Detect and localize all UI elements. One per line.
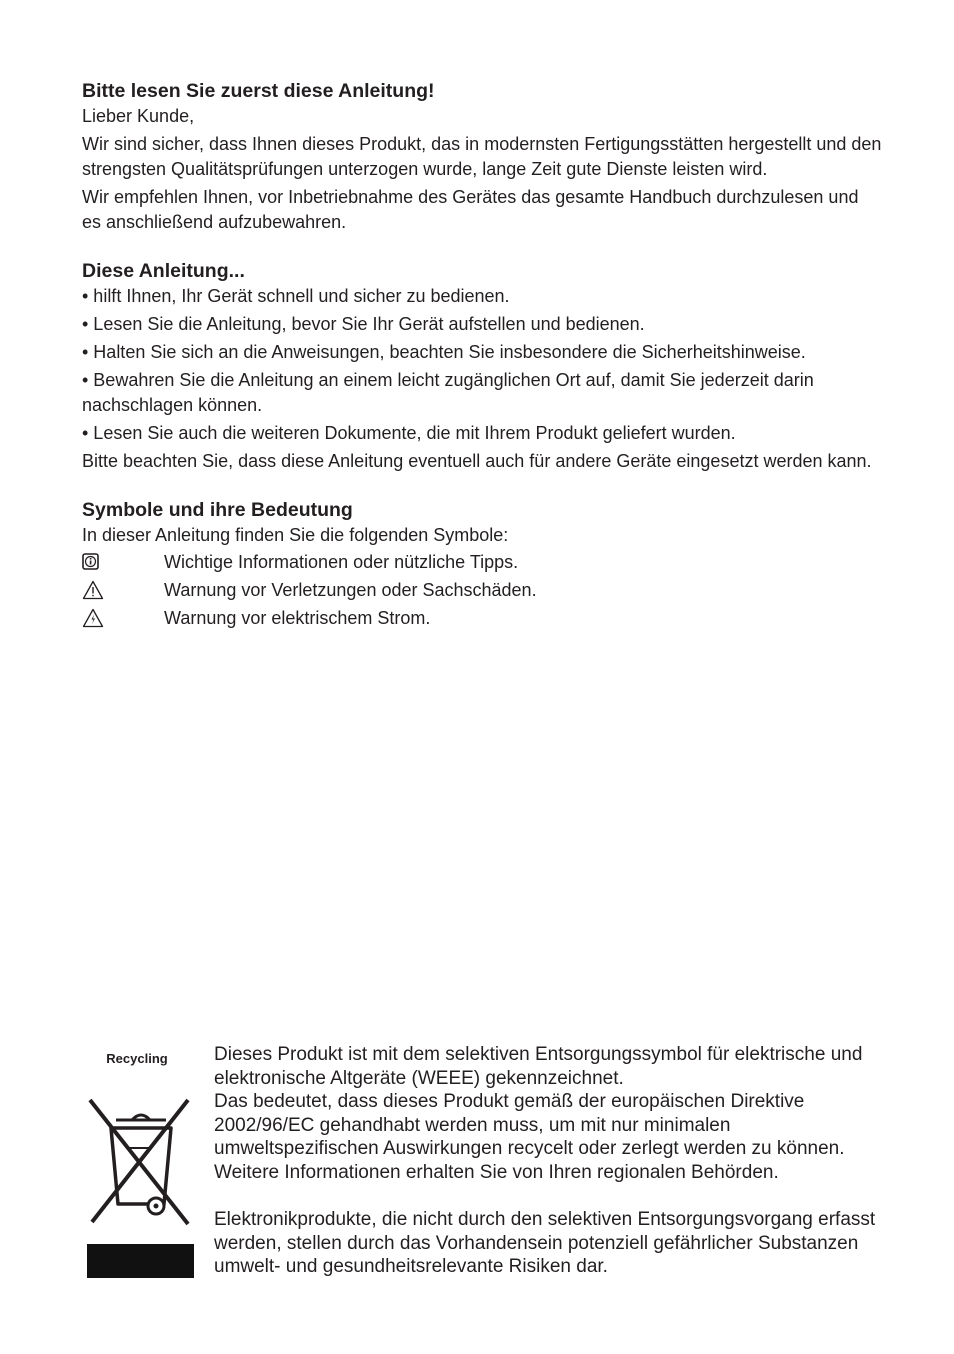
intro-section bbox=[82, 78, 882, 235]
recycling-paragraph: Elektronikprodukte, die nicht durch den selektiven Entsorgungsvorgang erfasst werden, stellen durch das Vorhandensein potenziell gefährlicher Substanzen umwelt- und gesundheitsrelevante Risiken dar. bbox=[214, 1209, 876, 1277]
page-content bbox=[82, 78, 882, 655]
manual-note: Bitte beachten Sie, dass diese Anleitung eventuell auch für andere Geräte eingesetzt werden kann. bbox=[82, 451, 872, 471]
crossed-out-wheelie-bin-icon bbox=[86, 1096, 196, 1228]
symbol-row-warning bbox=[82, 576, 882, 604]
manual-bullet: • Halten Sie sich an die Anweisungen, beachten Sie insbesondere die Sicherheitshinweise. bbox=[82, 342, 806, 362]
intro-paragraph: Wir empfehlen Ihnen, vor Inbetriebnahme des Gerätes das gesamte Handbuch durchzulesen und es anschließend aufzubewahren. bbox=[82, 187, 859, 232]
electric-warning-icon bbox=[82, 608, 164, 628]
info-icon bbox=[82, 553, 164, 571]
symbols-intro: In dieser Anleitung finden Sie die folgenden Symbole: bbox=[82, 525, 509, 545]
recycling-label: Recycling bbox=[106, 1051, 168, 1066]
symbol-warning-text: Warnung vor Verletzungen oder Sachschäden. bbox=[164, 579, 537, 600]
symbols-section bbox=[82, 497, 882, 632]
manual-heading: Diese Anleitung... bbox=[82, 260, 245, 282]
manual-bullet: • Lesen Sie die Anleitung, bevor Sie Ihr Gerät aufstellen und bedienen. bbox=[82, 314, 645, 334]
recycling-symbol-column bbox=[82, 1042, 202, 1066]
symbol-row-info bbox=[82, 548, 882, 576]
symbols-heading: Symbole und ihre Bedeutung bbox=[82, 499, 353, 521]
symbol-electric-text: Warnung vor elektrischem Strom. bbox=[164, 607, 431, 628]
manual-bullet: • hilft Ihnen, Ihr Gerät schnell und sicher zu bedienen. bbox=[82, 286, 510, 306]
manual-bullet: • Lesen Sie auch die weiteren Dokumente, die mit Ihrem Produkt geliefert wurden. bbox=[82, 423, 736, 443]
weee-black-bar bbox=[87, 1244, 194, 1278]
symbol-info-text: Wichtige Informationen oder nützliche Tipps. bbox=[164, 551, 519, 572]
manual-bullet: • Bewahren Sie die Anleitung an einem leicht zugänglichen Ort auf, damit Sie jederzeit darin nachschlagen können. bbox=[82, 370, 814, 415]
manual-section bbox=[82, 258, 882, 474]
recycling-paragraph: Dieses Produkt ist mit dem selektiven Entsorgungssymbol für elektrische und elektronische Altgeräte (WEEE) gekennzeichnet. bbox=[214, 1044, 863, 1089]
intro-heading: Bitte lesen Sie zuerst diese Anleitung! bbox=[82, 80, 435, 102]
recycling-paragraph: Das bedeutet, dass dieses Produkt gemäß der europäischen Direktive 2002/96/EC gehandhabt werden muss, um mit nur minimalen umweltspezifischen Auswirkungen recycelt oder zerlegt werden zu können. Weitere Informationen erhalten Sie von Ihren regionalen Behörden. bbox=[214, 1091, 845, 1183]
warning-icon bbox=[82, 580, 164, 600]
intro-greeting: Lieber Kunde, bbox=[82, 106, 195, 126]
intro-paragraph: Wir sind sicher, dass Ihnen dieses Produkt, das in modernsten Fertigungsstätten hergestellt und den strengsten Qualitätsprüfungen unterzogen wurde, lange Zeit gute Dienste leisten wird. bbox=[82, 134, 882, 179]
recycling-text bbox=[214, 1043, 884, 1279]
symbol-row-electric bbox=[82, 604, 882, 632]
